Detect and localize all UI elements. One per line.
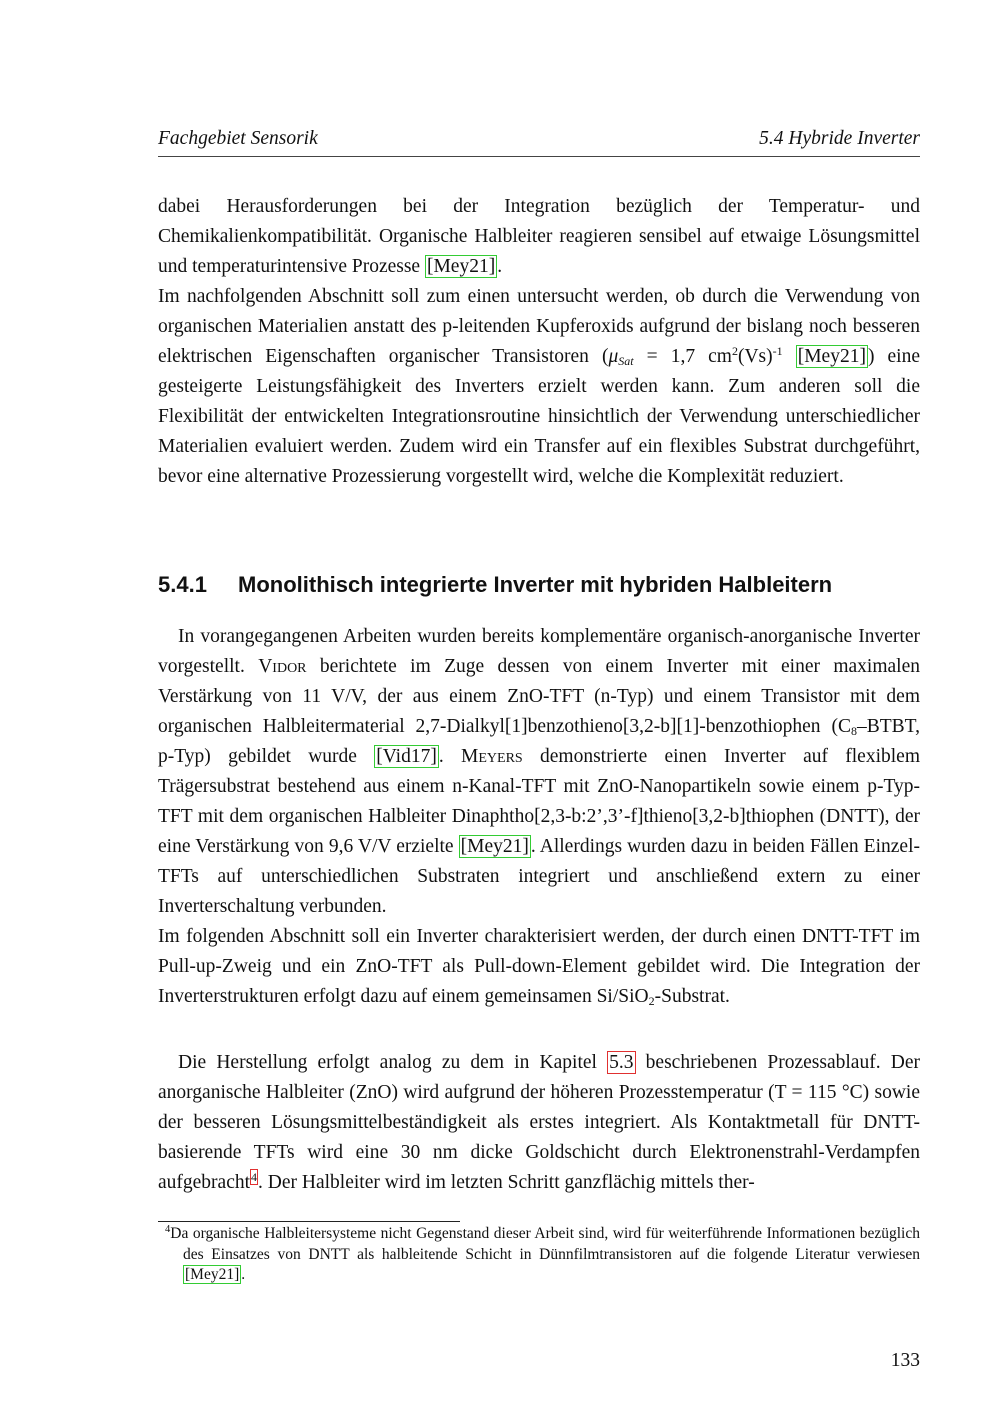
paragraph-fabrication bbox=[158, 1048, 920, 1198]
citation-link[interactable]: [Mey21] bbox=[426, 256, 496, 277]
paragraph-prior-work bbox=[158, 622, 920, 922]
footnote bbox=[158, 1224, 920, 1286]
intro-text: . bbox=[497, 256, 503, 277]
body-text: berichtete im Zuge dessen von einem Inverter mit einer maximalen Verstärkung von 11 V/V, der aus einem ZnO-TFT (n-Typ) und einem Transistor mit dem organischen Halbleitermaterial 2,7-Dialkyl[1]benzothieno[3,2-b][1]-benzothiophen (C bbox=[158, 656, 920, 737]
footnote-body: Da organische Halbleitersysteme nicht Gegenstand dieser Arbeit sind, wird für weiterführende Informationen bezüglich des Einsatzes von DNTT als halbleitende Schicht in Dünnfilmtransistoren auf die folgende Literatur verwiesen bbox=[170, 1225, 920, 1263]
body-text: –BTBT, p-Typ) gebildet wurde bbox=[158, 716, 920, 767]
body-text: Im folgenden Abschnitt soll ein Inverter charakterisiert werden, der durch einen DNTT-TFT im Pull-up-Zweig und ein ZnO-TFT als Pull-down-Element gebildet wird. Die Integration der Inverterstrukturen erfolgt dazu auf einem gemeinsamen Si/SiO bbox=[158, 926, 920, 1007]
body-text: -Substrat. bbox=[654, 986, 730, 1007]
subscript: 2 bbox=[648, 994, 655, 1008]
footnote-link[interactable]: 4 bbox=[251, 1170, 258, 1184]
mu-subscript: Sat bbox=[618, 354, 634, 368]
body-text: . Allerdings wurden dazu in beiden Fällen Einzel-TFTs auf unterschiedlichen Substraten integriert und anschließend extern zu einer Inverterschaltung verbunden. bbox=[158, 836, 920, 917]
footnote-text bbox=[158, 1224, 920, 1286]
body-text: demonstrierte einen Inverter auf flexiblem Trägersubstrat bestehend aus einem n-Kanal-TFT mit ZnO-Nanopartikeln sowie einem p-Typ-TFT mit dem organischen Halbleiter Dinaphtho[2,3-b:2’,3’-f]thieno[3,2-b]thiophen (DNTT), der eine Verstärkung von 9,6 V/V erzielte bbox=[158, 746, 920, 857]
footnote-rule bbox=[158, 1221, 460, 1222]
citation-link[interactable]: [Mey21] bbox=[460, 836, 529, 857]
body-text: In vorangegangenen Arbeiten wurden bereits komplementäre organisch-anorganische Inverter vorgestellt. bbox=[158, 626, 920, 677]
citation-link[interactable]: [Mey21] bbox=[797, 346, 866, 367]
page-number: 133 bbox=[890, 1350, 920, 1371]
paragraph-inverter bbox=[158, 922, 920, 1012]
equation-unit: (Vs) bbox=[737, 346, 773, 367]
body-text: . Der Halbleiter wird im letzten Schritt ganzflächig mittels ther- bbox=[258, 1172, 755, 1193]
citation-link[interactable]: [Mey21] bbox=[185, 1266, 240, 1283]
equation-superscript-2: -1 bbox=[772, 344, 783, 358]
mu-symbol: μ bbox=[608, 346, 619, 367]
section-heading bbox=[158, 572, 920, 598]
author-name: Vidor bbox=[258, 656, 307, 677]
section-title: Monolithisch integrierte Inverter mit hybriden Halbleitern bbox=[238, 572, 833, 597]
author-name: Meyers bbox=[461, 746, 523, 767]
section-body bbox=[158, 622, 920, 1012]
header-chapter-left: Fachgebiet Sensorik bbox=[158, 128, 318, 149]
header-rule bbox=[158, 156, 920, 157]
subscript: 8 bbox=[850, 724, 857, 738]
intro-text: ) eine gesteigerte Leistungsfähigkeit des Inverters erzielt werden kann. Zum anderen soll die Flexibilität der entwickelten Integrationsroutine hinsichtlich der Verwendung unterschiedlicher Materialien evaluiert werden. Zudem wird ein Transfer auf ein flexibles Substrat durchgeführt, bevor eine alternative Prozessierung vorgestellt wird, welche die Komplexität reduziert. bbox=[158, 346, 920, 487]
running-header bbox=[158, 128, 920, 154]
intro-text: Im nachfolgenden Abschnitt soll zum einen untersucht werden, ob durch die Verwendung von organischen Materialien anstatt des p-leitenden Kupferoxids aufgrund der bislang noch besseren elektrischen Eigenschaften organischer Transistoren ( bbox=[158, 286, 920, 367]
section-body-2 bbox=[158, 1048, 920, 1198]
footnote-mark: 4 bbox=[165, 1224, 171, 1235]
intro-text: dabei Herausforderungen bei der Integration bezüglich der Temperatur- und Chemikalienkompatibilität. Organische Halbleiter reagieren sensibel auf etwaige Lösungsmittel und temperaturintensive Prozesse bbox=[158, 196, 920, 277]
intro-paragraph-1 bbox=[158, 192, 920, 282]
body-text: beschriebenen Prozessablauf. Der anorganische Halbleiter (ZnO) wird aufgrund der höheren Prozesstemperatur (T = 115 °C) sowie der besseren Lösungsmittelbeständigkeit als erstes integriert. Als Kontaktmetall für DNTT-basierende TFTs wird eine 30 nm dicke Goldschicht durch Elektronenstrahl-Verdampfen aufgebracht bbox=[158, 1052, 920, 1193]
chapter-reference-link[interactable]: 5.3 bbox=[609, 1052, 634, 1073]
equation-superscript: 2 bbox=[731, 344, 738, 358]
equation-value: = 1,7 cm bbox=[633, 346, 732, 367]
citation-link[interactable]: [Vid17] bbox=[376, 746, 437, 767]
header-section-right: 5.4 Hybride Inverter bbox=[759, 128, 920, 149]
intro-block bbox=[158, 192, 920, 492]
body-text: Die Herstellung erfolgt analog zu dem in Kapitel bbox=[178, 1052, 608, 1073]
section-number: 5.4.1 bbox=[158, 572, 207, 597]
body-text: . bbox=[438, 746, 462, 767]
footnote-body: . bbox=[241, 1266, 246, 1283]
intro-paragraph-2 bbox=[158, 282, 920, 492]
